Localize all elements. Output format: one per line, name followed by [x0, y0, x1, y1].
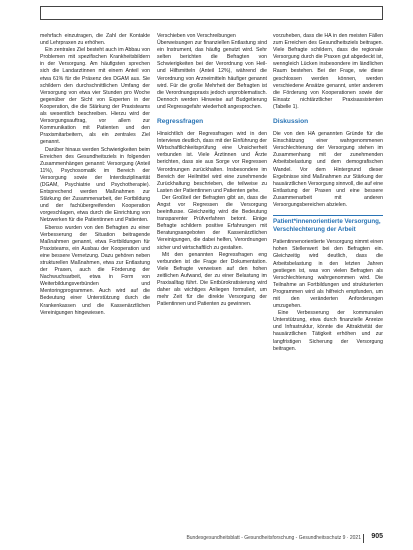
header-bar: [40, 6, 383, 20]
column-right: [273, 33, 383, 353]
subsection-heading: Patient*innenorientierte Versorgung, Verschlechterung der Arbeit: [273, 218, 381, 233]
page-number: 905: [371, 533, 383, 540]
paragraph: Darüber hinaus werden Schwierigkeiten beim Erreichen des Gesundheitsziels in folgenden Zusammenhängen genannt: Versorgung (Anteil 11%), Psychosomatik im Bereich der Versorgung sowie der Interdisziplinarität (DGAM, Psychiatrie und Psychotherapie). Entsprechend werden Maßnahmen zur Stärkung der Zusammenarbeit, der Fortbildung und der fachübergreifenden Kooperation vorgeschlagen, etwa durch die Einrichtung von Netzwerken für die Patientinnen und Patienten.: [40, 146, 150, 224]
paragraph: Patientinnenorientierte Versorgung nimmt einen hohen Stellenwert bei den Befragten ein. Gleichzeitig wird deutlich, dass die Arbeitsbelastung in den letzten Jahren gestiegen ist, was von vielen Befragten als Verschlechterung wahrgenommen wird. Die Teilnahme an Fortbildungen und strukturierten Programmen wird als hilfreich empfunden, um mit den veränderten Anforderungen umzugehen.: [273, 239, 383, 310]
paragraph: Ebenso wurden von den Befragten zu einer Verbesserung der Situation beitragende Maßnahmen genannt, etwa Fortbildungen für Praxisteams, ein Ausbau der Kooperation und eine bessere Vernetzung. Dazu gehören neben strukturellen Maßnahmen, etwa zur Entlastung der Praxen, auch die Förderung der Nachwuchsarbeit, etwa in Form von Weiterbildungsverbünden und Mentoringprogrammen. Auch wird auf die Bedeutung einer Unterstützung durch die Krankenkassen und die Kassenärztlichen Vereinigungen hingewiesen.: [40, 224, 150, 316]
section-heading-regress: Regressfragen: [157, 118, 204, 126]
footer-divider: [363, 534, 364, 543]
heading-rule: [273, 215, 383, 216]
column-middle: [157, 33, 267, 308]
column-left: [40, 33, 150, 317]
paragraph: Mit den genannten Regressfragen eng verbunden ist die Frage der Dokumentation. Viele Befragte verweisen auf den hohen zeitlichen Aufwand, der zu einer Belastung im Praxisalltag führt. Die Entbürokratisierung wird daher als wichtiges Anliegen formuliert, um mehr Zeit für die direkte Versorgung der Patientinnen und Patienten zu gewinnen.: [157, 251, 267, 308]
subsection-heading-box: [273, 215, 383, 233]
paragraph: Eine Verbesserung der kommunalen Unterstützung, etwa durch finanzielle Anreize und Infrastruktur, könnte die Attraktivität der hausärztlichen Tätigkeit erhöhen und zur langfristigen Sicherung der Versorgung beitragen.: [273, 310, 383, 352]
paragraph: vorzuheben, dass die HA in den meisten Fällen zum Erreichen des Gesundheitsziels beitragen. Viele Befragte schildern, dass die regionale Versorgung durch die Praxen gut abgedeckt ist, wenngleich Lücken insbesondere im ländlichen Raum bestehen. Bei der Frage, wie diese geschlossen werden können, werden verschiedene Ansätze genannt, unter anderem die Förderung von Kooperationen sowie der Einsatz nichtärztlicher Praxisassistenten (Tabelle 1).: [273, 33, 383, 110]
paragraph: Die von den HA genannten Gründe für die Einschätzung einer wahrgenommenen Verschlechterung der Versorgung stehen im Zusammenhang mit der zunehmenden Arbeitsbelastung und dem demografischen Wandel. Vor dem Hintergrund dieser Ergebnisse sind Maßnahmen zur Stärkung der hausärztlichen Versorgung sinnvoll, die auf eine Entlastung der Praxen und eine bessere Zusammenarbeit mit anderen Versorgungsbereichen abzielen.: [273, 131, 383, 208]
paragraph: Der Großteil der Befragten gibt an, dass die Angst vor Regressen die Versorgung beeinflusse. Gleichzeitig wird die Bedeutung transparenter Prüfverfahren betont. Einige Befragte schildern positive Erfahrungen mit Beratungsangeboten der Kassenärztlichen Vereinigungen, die dabei helfen, Verordnungen sicher und wirtschaftlich zu gestalten.: [157, 194, 267, 251]
paragraph: Verschieben von Verschreibungen: [157, 33, 236, 39]
paragraph: Überweisungen zur finanziellen Entlastung sind ein Instrument, das häufig genutzt wird. Sehr selten berichten die Befragten von Schwierigkeiten bei der Verordnung von Heil- und Hilfsmitteln (Anteil 12%), während die Verordnung von Arzneimitteln häufiger genannt wird. Für die große Mehrheit der Befragten ist die Verordnungspraxis jedoch unproblematisch. Dennoch werden Hinweise auf Budgetierung und Regressgefahr wiederholt angesprochen.: [157, 40, 267, 110]
paragraph: Hinsichtlich der Regressfragen wird in den Interviews deutlich, dass mit der Einführung der Wirtschaftlichkeitsprüfung eine Unsicherheit verbunden ist. Viele Ärztinnen und Ärzte berichten, dass sie aus Sorge vor Regressen Verordnungen zurückhalten. Insbesondere im Bereich der Heilmittel wird eine zunehmende Zurückhaltung beschrieben, die teilweise zu Lasten der Patientinnen und Patienten gehe.: [157, 131, 267, 194]
page-footer: [40, 534, 383, 544]
paragraph: mehrfach einzutragen, die Zahl der Kontakte und Lehrpraxen zu erhöhen.: [40, 33, 150, 47]
journal-citation: Bundesgesundheitsblatt - Gesundheitsforschung - Gesundheitsschutz 9 · 2021: [186, 535, 361, 541]
section-heading-discussion: Diskussion: [273, 118, 309, 126]
paragraph: Ein zentrales Ziel besteht auch im Abbau von Problemen mit spezifischen Krankheitsbildern in der Versorgung. Am häufigsten sprechen sich die Landarztinnen mit einem Anteil von etwa 61% für die Präsenz des DGAM aus. Sie schildern den durchschnittlichen Umfang der Versorgung von etwa vier Stunden pro Woche gegenüber der Sicht von Experten in der Kooperation, die die Stärkung der Praxisteams als wesentlich beschreiben. Hierzu wird der Versorgungsauftrag, vor allem zur Kommunikation mit Patienten und den Praxismitarbeitern, als ein zentrales Ziel genannt.: [40, 47, 150, 146]
